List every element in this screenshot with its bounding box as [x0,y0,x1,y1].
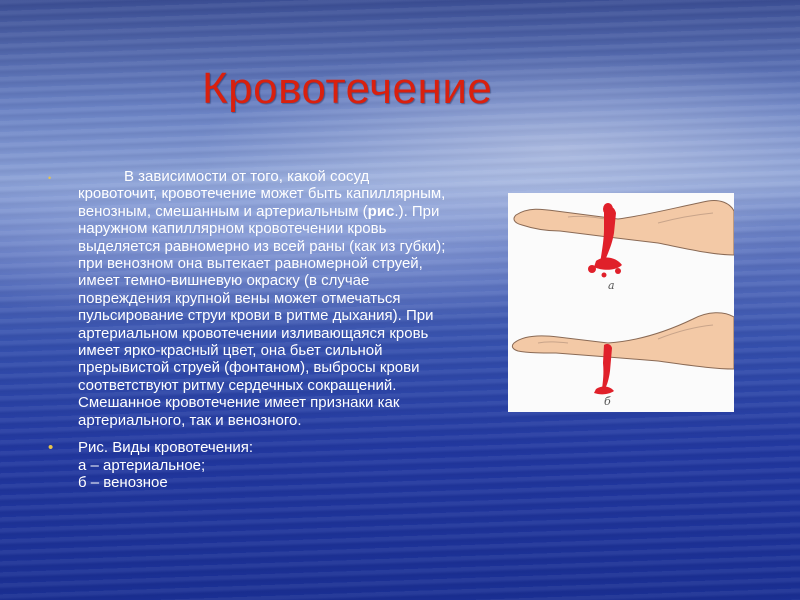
arm-venous [512,313,734,408]
figure-label-b: б [604,395,611,408]
bullet-icon: • [48,173,52,183]
paragraph-part2: .). При наружном капиллярном кровотечении кровь выделяется равномерно из всей раны (как из губки); при венозном она вытекает равномерной струей, имеет темно-вишневую окраску (в случае повреждения крупной вены может отмечаться пульсирование струи крови в ритме дыхания). При артериальном кровотечении изливающаяся кровь имеет ярко-красный цвет, она бьет сильной прерывистой струей (фонтаном), выбросы крови соответствуют ритму сердечных сокращений. Смешанное кровотечение имеет признаки как артериального, так и венозного. [78,202,446,429]
caption-line-2: а – артериальное; [78,456,206,474]
slide-title: Кровотечение [202,64,493,113]
blood-spurt-arterial [588,203,622,278]
figure-label-a: а [608,279,615,292]
list-item [48,439,448,491]
slide-body [48,168,448,491]
arm-arterial [514,200,734,292]
caption-line-3: б – венозное [78,473,168,491]
paragraph-bold: рис [367,202,395,220]
arm-illustration [508,193,734,412]
paragraph-text [78,168,445,429]
bullet-icon: • [48,439,54,457]
list-item [48,168,448,429]
bleeding-figure [508,193,734,412]
paragraph-part1: В зависимости от того, какой сосуд кровоточит, кровотечение может быть капиллярным, венозным, смешанным и артериальным ( [78,168,446,220]
caption-line-1: Рис. Виды кровотечения: [78,439,254,457]
